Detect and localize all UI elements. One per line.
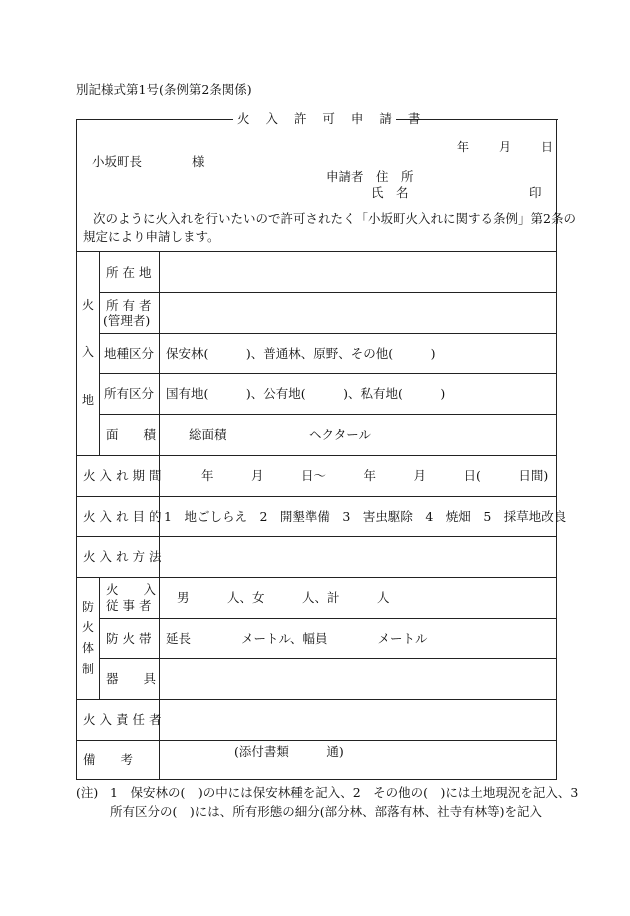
workers-label-2: 従 事 者 xyxy=(106,598,152,613)
rule-responsible xyxy=(76,740,557,741)
remarks-value: (添付書類 通) xyxy=(234,744,344,759)
notes-prefix: (注) xyxy=(76,785,99,800)
land-group-char-1: 火 xyxy=(82,298,95,312)
fire-group-char-1: 防 xyxy=(82,600,95,614)
rule-location xyxy=(99,292,557,293)
form-title: 火 入 許 可 申 請 書 xyxy=(237,111,427,126)
rule-firebreak xyxy=(99,658,557,659)
rule-ownership xyxy=(99,414,557,415)
area-value-total: 総面積 xyxy=(189,427,227,442)
land-group-char-3: 地 xyxy=(82,393,95,407)
land-type-label: 地種区分 xyxy=(104,346,155,361)
ownership-value: 国有地( )、公有地( )、私有地( ) xyxy=(166,386,446,401)
period-value: 年 月 日〜 年 月 日( 日間) xyxy=(201,468,549,483)
area-label: 面 積 xyxy=(106,427,157,442)
seal-mark: 印 xyxy=(529,185,542,200)
group-divider-land xyxy=(99,251,100,455)
period-label: 火入れ期間 xyxy=(83,468,166,483)
form-label: 別記様式第1号(条例第2条関係) xyxy=(76,82,252,97)
remarks-label: 備 考 xyxy=(83,752,134,767)
body-text-line1: 次のように火入れを行いたいので許可されたく「小坂町火入れに関する条例」第2条の xyxy=(93,211,576,226)
ownership-label: 所有区分 xyxy=(104,386,155,401)
fire-group-char-4: 制 xyxy=(82,662,95,676)
workers-value: 男 人、女 人、計 人 xyxy=(177,590,390,605)
notes-line2: 所有区分の( )には、所有形態の細分(部分林、部落有林、社寺有林等)を記入 xyxy=(110,804,543,819)
rule-area xyxy=(76,455,557,456)
responsible-label: 火入責任者 xyxy=(83,712,166,727)
purpose-value: 1 地ごしらえ 2 開墾準備 3 害虫駆除 4 焼畑 5 採草地改良 xyxy=(164,509,567,524)
group-divider-fire xyxy=(99,577,100,699)
rule-land-type xyxy=(99,373,557,374)
applicant-name-label: 氏 名 xyxy=(371,185,409,200)
date-field: 年 月 日 xyxy=(457,140,556,154)
owner-label-1: 所 有 者 xyxy=(106,298,152,313)
rule-purpose xyxy=(76,536,557,537)
addressee: 小坂町長 様 xyxy=(92,154,205,169)
rule-equipment xyxy=(76,699,557,700)
equipment-label: 器 具 xyxy=(106,671,157,686)
method-label: 火入れ方法 xyxy=(83,549,166,564)
purpose-label: 火入れ目的 xyxy=(83,509,166,524)
area-value-unit: ヘクタール xyxy=(309,427,372,442)
location-label: 所 在 地 xyxy=(106,265,152,280)
notes-line1: 1 保安林の( )の中には保安林種を記入、2 その他の( )には土地現況を記入、3 xyxy=(110,785,579,800)
firebreak-label: 防 火 帯 xyxy=(106,631,152,646)
rule-method xyxy=(76,577,557,578)
land-type-value: 保安林( )、普通林、原野、その他( ) xyxy=(166,346,436,361)
rule-period xyxy=(76,496,557,497)
fire-group-char-2: 火 xyxy=(82,620,95,634)
workers-label-1: 火 入 xyxy=(106,582,157,597)
rule-workers xyxy=(99,618,557,619)
land-group-char-2: 入 xyxy=(82,345,95,359)
applicant-address-label: 申請者 住 所 xyxy=(326,169,414,184)
owner-label-2: (管理者) xyxy=(103,313,151,328)
table-top-rule xyxy=(76,251,557,252)
fire-group-char-3: 体 xyxy=(82,641,95,655)
title-rule-left xyxy=(76,119,233,120)
body-text-line2: 規定により申請します。 xyxy=(83,229,220,244)
rule-owner xyxy=(99,333,557,334)
firebreak-value: 延長 メートル、幅員 メートル xyxy=(166,631,428,646)
